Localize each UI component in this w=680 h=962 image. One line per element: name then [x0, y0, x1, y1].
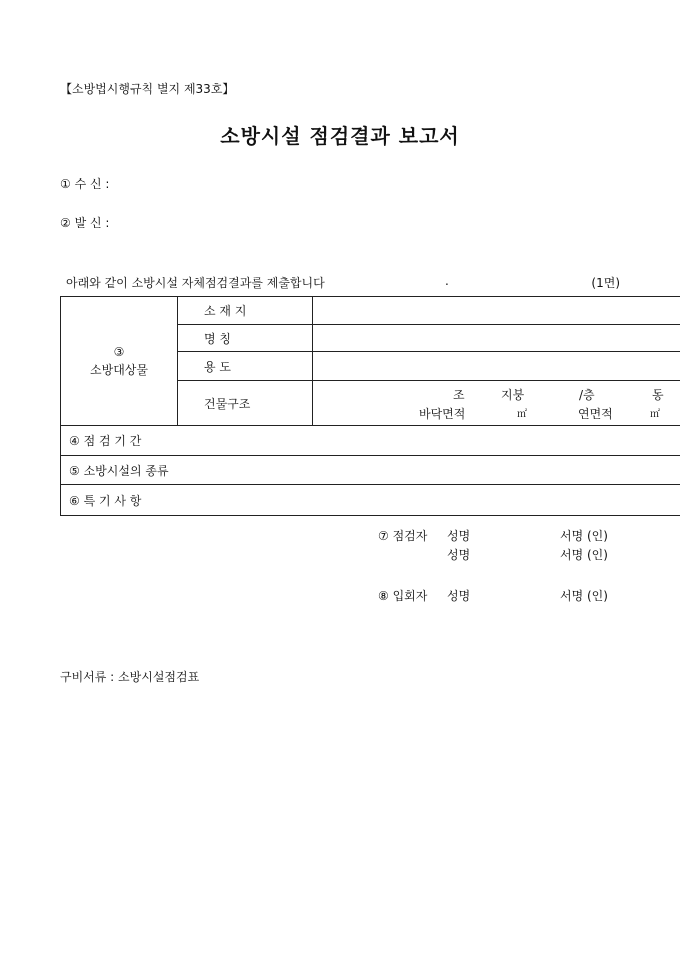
use-label: 용 도 [178, 352, 313, 381]
structure-floors: /층 [579, 388, 595, 402]
use-value[interactable] [313, 352, 680, 381]
name-label: 명 칭 [178, 325, 313, 352]
inspector-name-label-1: 성명 [447, 529, 471, 543]
target-number: ③ [113, 345, 125, 359]
page-title: 소방시설 점검결과 보고서 [220, 124, 460, 148]
witness-label: ⑧ 입회자 [378, 589, 428, 603]
recipient-label: ① 수 신 : [60, 177, 110, 191]
inspector-sign-1[interactable]: 서명 (인) [560, 529, 608, 543]
floor-area-label: 바닥면적 [419, 407, 466, 421]
remarks-row[interactable]: ⑥ 특 기 사 항 [61, 485, 680, 516]
total-area-label: 연면적 [578, 407, 613, 421]
structure-dong: 동 [652, 388, 664, 402]
structure-roof: 지붕 [501, 388, 525, 402]
location-value[interactable] [313, 297, 680, 325]
target-cell [61, 297, 178, 426]
intro-period: . [445, 274, 449, 288]
target-label: 소방대상물 [90, 363, 148, 377]
witness-name-label: 성명 [447, 589, 471, 603]
inspector-sign-2[interactable]: 서명 (인) [560, 548, 608, 562]
intro-text: 아래와 같이 소방시설 자체점검결과를 제출합니다 [66, 276, 325, 290]
inspector-name-label-2: 성명 [447, 548, 471, 562]
structure-value[interactable] [313, 381, 680, 426]
form-reference: 【소방법시행규칙 별지 제33호】 [60, 82, 235, 96]
attachment-note: 구비서류 : 소방시설점검표 [60, 670, 200, 684]
page-number: (1면) [591, 276, 620, 290]
structure-jo: 조 [453, 388, 465, 402]
period-row[interactable]: ④ 점 검 기 간 [61, 426, 680, 456]
name-value[interactable] [313, 325, 680, 352]
floor-area-unit: ㎡ [517, 409, 527, 420]
location-label: 소 재 지 [178, 297, 313, 325]
system-type-row[interactable]: ⑤ 소방시설의 종류 [61, 456, 680, 485]
inspector-label: ⑦ 점검자 [378, 529, 428, 543]
witness-sign[interactable]: 서명 (인) [560, 589, 608, 603]
structure-label: 건물구조 [178, 381, 313, 426]
total-area-unit: ㎡ [650, 409, 660, 420]
report-table [60, 296, 680, 516]
sender-label: ② 발 신 : [60, 216, 110, 230]
